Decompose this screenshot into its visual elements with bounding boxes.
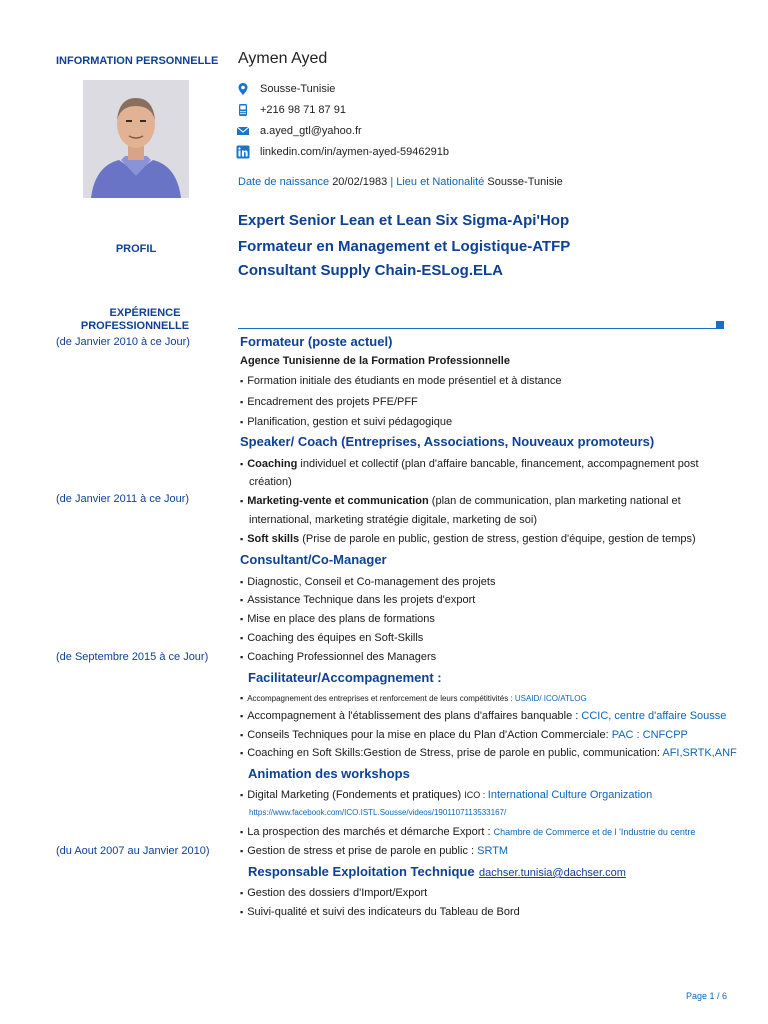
job2-title: Speaker/ Coach (Entreprises, Associations, Nouveaux promoteurs) [240,434,655,449]
job4-b1-blue: USAID/ ICO/ATLOG [514,694,587,703]
location-text: Sousse-Tunisie [260,83,336,95]
job2-bullet-1 [240,457,730,471]
job6-title: Responsable Exploitation Technique [248,864,475,879]
job4-bullet-2 [240,709,726,723]
separator: | [390,176,394,188]
job1-title: Formateur (poste actuel) [240,334,393,349]
profile-headline-1: Expert Senior Lean et Lean Six Sigma-Api'Hop [238,212,570,229]
job2-b3-text: (Prise de parole en public, gestion de stress, gestion d'équipe, gestion de temps) [299,533,696,545]
section-experience-line1: EXPÉRIENCE [109,307,181,319]
job2-bullet-2-cont: international, marketing stratégie digitale, marketing de soi) [249,514,537,526]
dob-value: 20/02/1983 [332,176,388,188]
job4-b2-blue: CCIC, centre d'affaire Sousse [581,710,727,722]
job3-bullet-4: ▪ Coaching des équipes en Soft-Skills [240,631,423,645]
job2-bullet-3 [240,532,696,546]
job4-bullet-1 [240,691,587,706]
job4-b2-text: Accompagnement à l'établissement des plans d'affaires banquable : [247,710,582,722]
job2-b1-text: individuel et collectif (plan d'affaire bancable, financement, accompagnement post [297,458,699,470]
location-pin-icon [236,82,250,96]
job3-bullet-1: ▪ Diagnostic, Conseil et Co-management des projets [240,575,495,589]
job3-bullet-5: ▪ Coaching Professionnel des Managers [240,650,436,664]
job5-b3-text: Gestion de stress et prise de parole en public : [247,845,478,857]
section-profil: PROFIL [115,243,157,255]
job6-heading [248,863,626,881]
email-text[interactable]: a.ayed_gtl@yahoo.fr [260,125,362,137]
job5-title: Animation des workshops [248,766,410,781]
profile-headline-3: Consultant Supply Chain-ESLog.ELA [238,262,503,279]
job3-title: Consultant/Co-Manager [240,552,387,567]
job1-bullet-3: ▪ Planification, gestion et suivi pédagogique [240,415,452,429]
job2-bullet-2 [240,494,730,508]
job6-bullet-2: ▪ Suivi-qualité et suivi des indicateurs du Tableau de Bord [240,905,520,919]
job6-email-link[interactable]: dachser.tunisia@dachser.com [479,867,626,879]
job4-b3-text: Conseils Techniques pour la mise en place du Plan d'Action Commerciale: [247,729,612,741]
job5-b1-text: Digital Marketing (Fondements et pratiques) [247,789,465,801]
profile-photo [83,80,189,198]
job4-b4-text: Coaching en Soft Skills:Gestion de Stress, prise de parole en public, communication: [247,747,663,759]
job5-bullet-2 [240,825,695,839]
job1-org: Agence Tunisienne de la Formation Professionnelle [240,355,510,367]
date-job4: (du Aout 2007 au Janvier 2010) [56,845,210,857]
job5-b2-text: La prospection des marchés et démarche Export : [247,826,494,838]
job5-b1-blue: International Culture Organization [487,789,653,801]
job1-bullet-1: ▪ Formation initiale des étudiants en mode présentiel et à distance [240,374,562,388]
email-icon [236,124,250,138]
job2-b1-bold: Coaching [247,458,298,470]
job5-b1-small: ICO : [464,790,488,800]
section-info-personnelle: INFORMATION PERSONNELLE [56,55,219,67]
job5-url-link[interactable]: https://www.facebook.com/ICO.ISTL.Sousse/videos/1901107113533167/ [249,808,507,817]
job3-bullet-2: ▪ Assistance Technique dans les projets d'export [240,593,475,607]
linkedin-text[interactable]: linkedin.com/in/aymen-ayed-5946291b [260,146,449,158]
job5-b2-blue: Chambre de Commerce et de l 'Industrie du centre [493,827,696,837]
job2-bullet-1-cont: création) [249,476,292,488]
job4-title: Facilitateur/Accompagnement : [248,670,442,685]
job5-bullet-3 [240,844,508,858]
job4-b4-blue: AFI,SRTK,ANF [662,747,737,759]
phone-text[interactable]: +216 98 71 87 91 [260,104,346,116]
birthplace-value: Sousse-Tunisie [487,176,563,188]
profile-headline-2: Formateur en Management et Logistique-ATFP [238,238,571,255]
job4-b1-text: Accompagnement des entreprises et renforcement de leurs compétitivités : [247,694,515,703]
date-job3: (de Septembre 2015 à ce Jour) [56,651,209,663]
person-name: Aymen Ayed [238,50,328,67]
dob-label: Date de naissance [238,176,330,188]
page-number: Page 1 / 6 [686,991,728,1001]
date-job1: (de Janvier 2010 à ce Jour) [56,336,190,348]
date-job2: (de Janvier 2011 à ce Jour) [56,493,190,505]
section-rule [238,328,716,329]
job4-bullet-3 [240,728,688,742]
job4-bullet-4 [240,746,737,760]
phone-icon [236,103,250,117]
job5-b3-blue: SRTM [477,845,509,857]
job4-b3-blue: PAC : CNFCPP [611,729,688,741]
job3-bullet-3: ▪ Mise en place des plans de formations [240,612,435,626]
section-experience-line2: PROFESSIONNELLE [80,320,190,332]
job6-bullet-1: ▪ Gestion des dossiers d'Import/Export [240,886,427,900]
job2-b2-bold: Marketing-vente et communication [247,495,429,507]
section-rule-square [716,321,724,329]
job2-b2-text: (plan de communication, plan marketing national et [428,495,681,507]
birth-info-line [238,176,563,188]
job2-b3-bold: Soft skills [247,533,300,545]
linkedin-icon [236,145,250,159]
job1-bullet-2: ▪ Encadrement des projets PFE/PFF [240,395,418,409]
birthplace-label: Lieu et Nationalité [396,176,485,188]
job5-bullet-1 [240,788,652,802]
